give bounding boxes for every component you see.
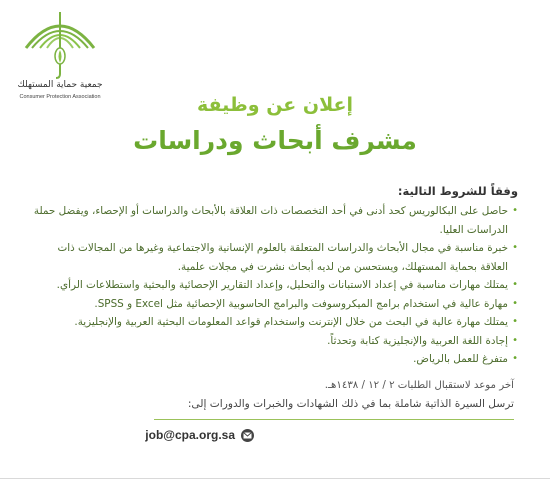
condition-text: خبرة مناسبة في مجال الأبحاث والدراسات المتعلقة بالعلوم الإنسانية والاجتماعية وغيرها من المجالات ذات العلاقة بحماية المستهلك، ويستحسن من لديه أبحاث نشرت في مجلات علمية. [57,242,508,273]
announcement-label: إعلان عن وظيفة [196,94,354,116]
email-icon [241,429,254,442]
bottom-divider [0,478,550,479]
condition-text: يمتلك مهارات مناسبة في إعداد الاستبانات والتحليل، وإعداد التقارير الإحصائية والبحثية واستطلاعات الرأي. [56,279,508,291]
bullet-icon: • [512,242,518,253]
application-deadline: آخر موعد لاستقبال الطلبات ٢ / ١٢ / ١٤٣٨هـ. [324,380,514,391]
divider [154,419,514,420]
contact-email-link[interactable]: job@cpa.org.sa [145,428,235,442]
conditions-section [28,184,518,369]
condition-text: يمتلك مهارة عالية في البحث من خلال الإنترنت واستخدام قواعد المعلومات البحثية العربية والإنجليزية. [74,316,508,328]
contact-email-row [145,428,254,442]
list-item [28,350,518,369]
bullet-icon: • [512,297,518,309]
list-item [28,276,518,295]
condition-text: متفرغ للعمل بالرياض. [413,353,508,365]
logo-english-name: Consumer Protection Association [19,94,101,100]
bullet-icon: • [512,334,518,346]
job-title: مشرف أبحاث ودراسات [133,126,417,155]
list-item [28,313,518,332]
condition-text: إجادة اللغة العربية والإنجليزية كتابة وتحدثاً. [327,334,508,347]
condition-text: مهارة عالية في استخدام برامج الميكروسوفت والبرامج الحاسوبية الإحصائية مثل Excel و SPSS. [94,297,508,310]
logo [12,8,108,108]
bullet-icon: • [512,316,518,327]
list-item [28,295,518,314]
conditions-intro: وفقاً للشروط التالية: [397,184,518,198]
list-item [28,202,518,239]
umbrella-logo-icon [20,8,100,80]
condition-text: حاصل على البكالوريس كحد أدنى في أحد التخصصات ذات العلاقة بالأبحاث والدراسات أو الإحصاء، ويفضل حملة الدراسات العليا. [33,205,508,236]
bullet-icon: • [512,353,518,364]
logo-arabic-name: جمعية حماية المستهلك [17,80,103,90]
send-instruction: ترسل السيرة الذاتية شاملة بما في ذلك الشهادات والخبرات والدورات إلى: [187,398,514,410]
list-item [28,332,518,351]
bullet-icon: • [512,205,518,216]
conditions-list [28,202,518,369]
bullet-icon: • [512,279,518,290]
list-item [28,239,518,276]
